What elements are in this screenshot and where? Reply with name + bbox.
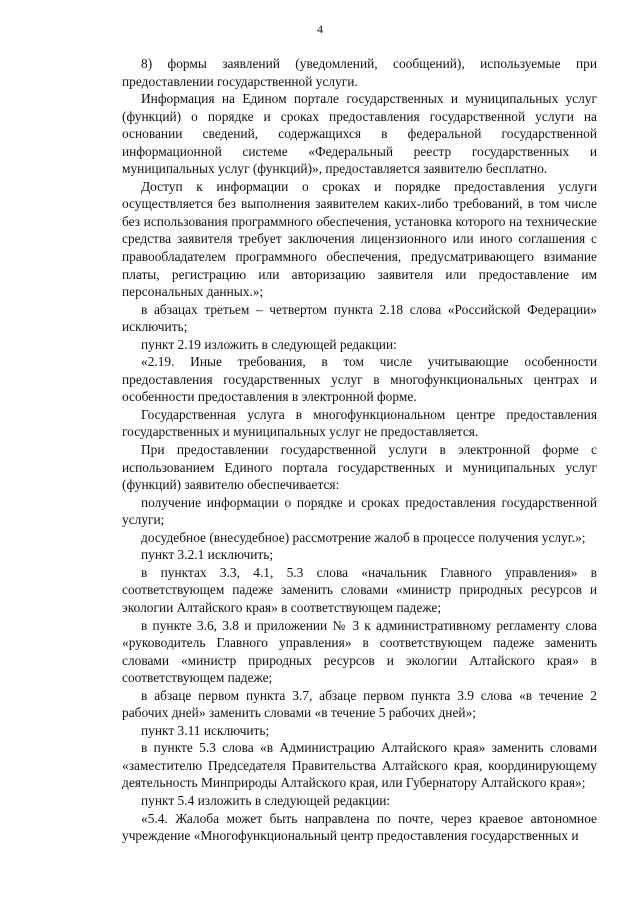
paragraph: получение информации о порядке и сроках предоставления государственной услуги;: [122, 494, 597, 528]
paragraph: досудебное (внесудебное) рассмотрение жалоб в процессе получения услуг.»;: [141, 529, 586, 545]
paragraph: «5.4. Жалоба может быть направлена по почте, через краевое автономное учреждение «Многофункциональный центр предоставления государственных и: [122, 810, 597, 844]
paragraph: пункт 2.19 изложить в следующей редакции:: [141, 336, 397, 352]
paragraph: в абзаце первом пункта 3.7, абзаце первом пункта 3.9 слова «в течение 2 рабочих дней» заменить словами «в течение 5 рабочих дней»;: [122, 687, 597, 721]
paragraph: пункт 3.2.1 исключить;: [141, 547, 274, 563]
paragraph: в пункте 3.6, 3.8 и приложении № 3 к административному регламенту слова «руководитель Главного управления» в соответствующем падеже заменить словами «министр природных ресурсов и экологии Алтайского края» в соответствующем падеже;: [122, 617, 597, 686]
page-number: 4: [317, 22, 323, 36]
paragraph: 8) формы заявлений (уведомлений, сообщений), используемые при предоставлении государственной услуги.: [122, 56, 597, 89]
paragraph: Государственная услуга в многофункциональном центре предоставления государственных и муниципальных услуг не предоставляется.: [122, 406, 597, 440]
paragraph: Доступ к информации о сроках и порядке предоставления услуги осуществляется без выполнения заявителем каких-либо требований, в том числе без использования программного обеспечения, установка которого на технические средства заявителя требует заключения лицензионного или иного соглашения с правообладателем программного обеспечения, предусматривающего взимание платы, регистрацию или авторизацию заявителя или предоставление им персональных данных.»;: [122, 178, 597, 300]
paragraph: пункт 3.11 исключить;: [141, 722, 270, 738]
paragraph: При предоставлении государственной услуги в электронной форме с использованием Единого портала государственных и муниципальных услуг (функций) заявителю обеспечивается:: [122, 442, 597, 493]
paragraph: в пунктах 3.3, 4.1, 5.3 слова «начальник Главного управления» в соответствующем падеже заменить словами «министр природных ресурсов и экологии Алтайского края» в соответствующем падеже;: [122, 564, 597, 615]
paragraph: в абзацах третьем – четвертом пункта 2.18 слова «Российской Федерации» исключить;: [122, 301, 597, 335]
paragraph: «2.19. Иные требования, в том числе учитывающие особенности предоставления государственных услуг в многофункциональных центрах и особенности предоставления в электронной форме.: [122, 354, 597, 405]
paragraph: Информация на Едином портале государственных и муниципальных услуг (функций) о порядке и сроках предоставления государственной услуги на основании сведений, содержащихся в федеральной государственной информационной системе «Федеральный реестр государственных и муниципальных услуг (функций)», предоставляется заявителю бесплатно.: [122, 91, 597, 177]
document-body: [122, 55, 597, 845]
paragraph: в пункте 5.3 слова «в Администрацию Алтайского края» заменить словами «заместителю Председателя Правительства Алтайского края, координирующему деятельность Минприроды Алтайского края, или Губернатору Алтайского края»;: [122, 740, 597, 791]
paragraph: пункт 5.4 изложить в следующей редакции:: [141, 792, 391, 808]
